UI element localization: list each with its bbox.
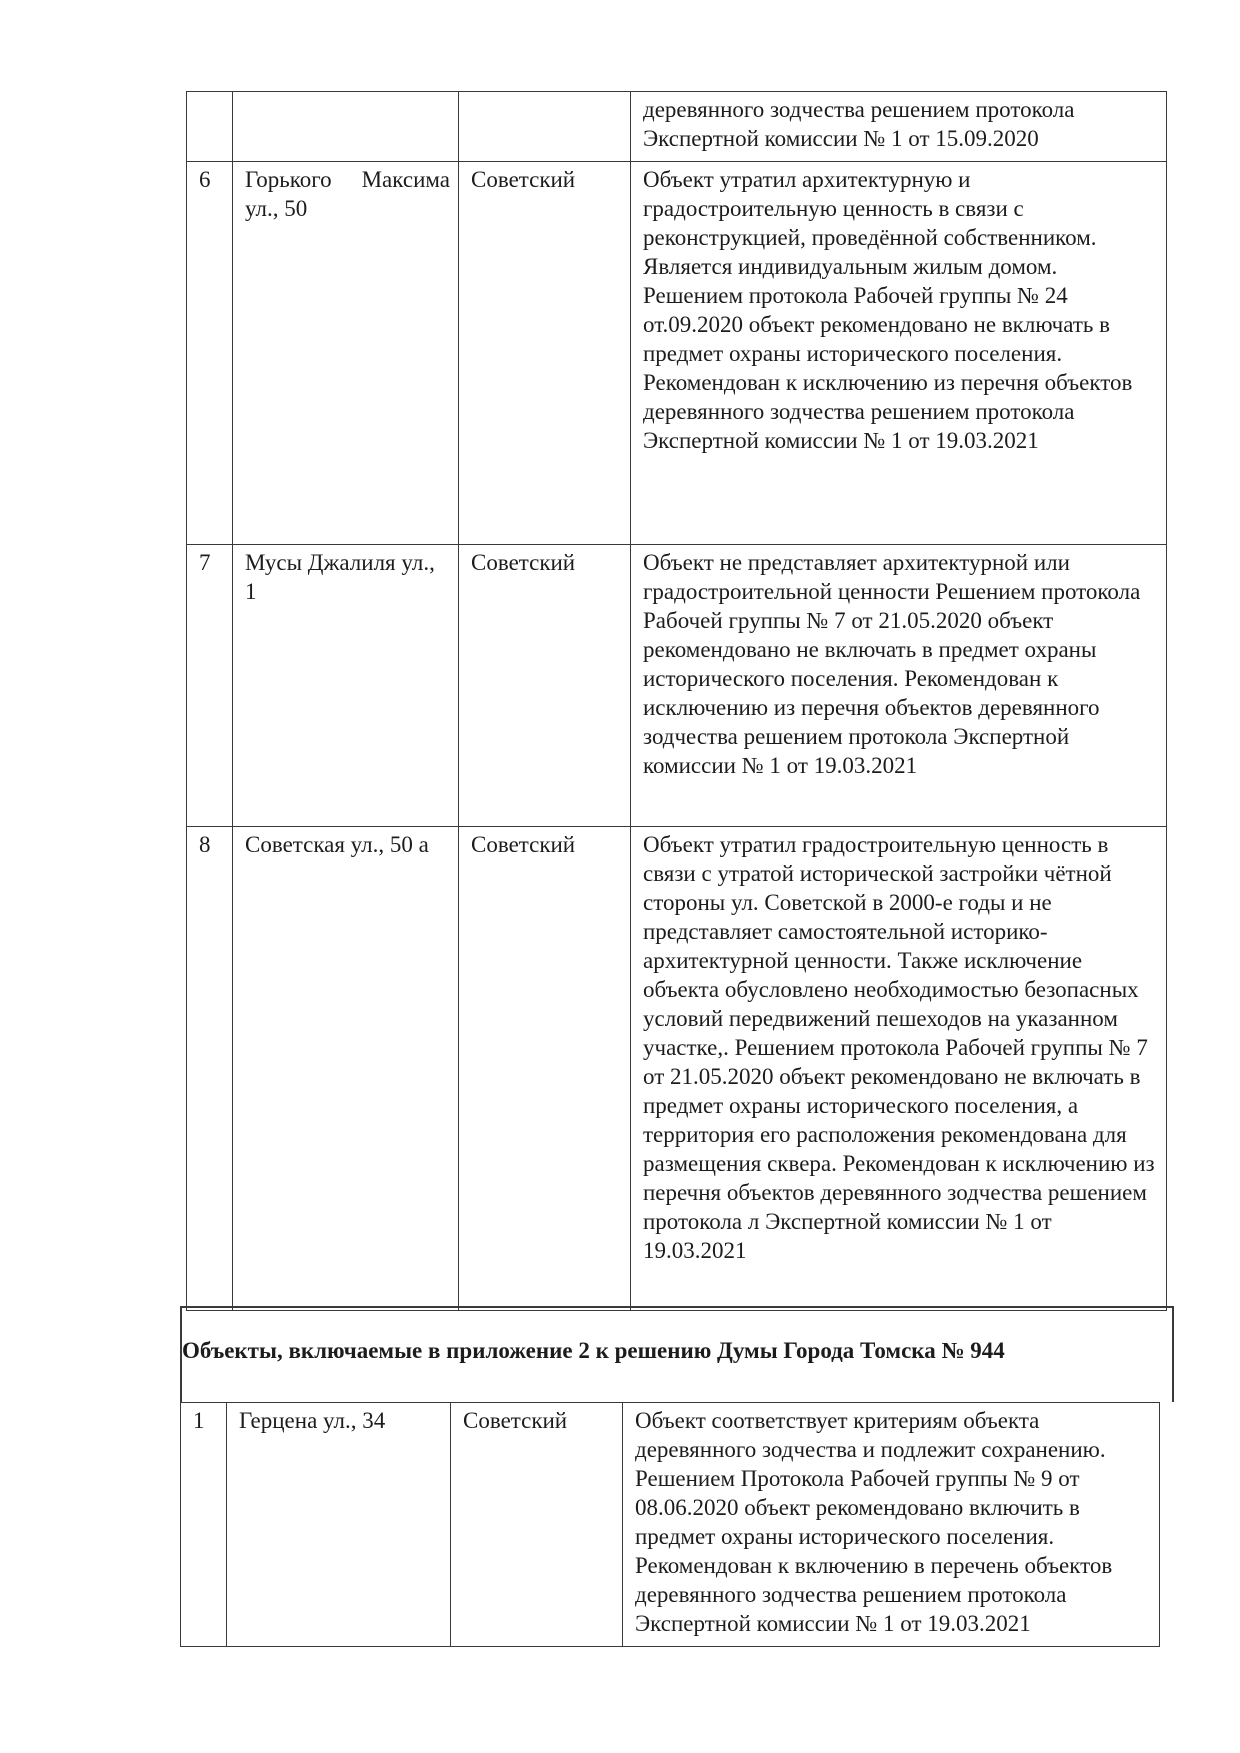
table-row: [181, 1403, 1160, 1647]
table-row: [187, 827, 1167, 1311]
district-cell: Советский: [451, 1403, 623, 1647]
address-line: Горького Максима: [245, 167, 450, 192]
address-cell: [233, 92, 459, 162]
description-cell: Объект не представляет архитектурной или градостроительной ценности Решением протокола Рабочей группы № 7 от 21.05.2020 объект рекомендовано не включать в предмет охраны исторического поселения. Рекомендован к исключению из перечня объектов деревянного зодчества решением протокола Экспертной комиссии № 1 от 19.03.2021: [631, 545, 1167, 827]
district-cell: Советский: [459, 162, 631, 545]
table-row: [187, 92, 1167, 162]
row-number: 8: [187, 827, 233, 1311]
description-cell: деревянного зодчества решением протокола Экспертной комиссии № 1 от 15.09.2020: [631, 92, 1167, 162]
address-cell: Герцена ул., 34: [227, 1403, 451, 1647]
description-cell: Объект утратил градостроительную ценность в связи с утратой исторической застройки чётной стороны ул. Советской в 2000-е годы и не представляет самостоятельной историко-архитектурной ценности. Также исключение объекта обусловлено необходимостью безопасных условий передвижений пешеходов на указанном участке,. Решением протокола Рабочей группы № 7 от 21.05.2020 объект рекомендовано не включать в предмет охраны исторического поселения, а территория его расположения рекомендована для размещения сквера. Рекомендован к исключению из перечня объектов деревянного зодчества решением протокола л Экспертной комиссии № 1 от 19.03.2021: [631, 827, 1167, 1311]
district-cell: [459, 92, 631, 162]
section-heading: Объекты, включаемые в приложение 2 к решению Думы Города Томска № 944: [182, 1338, 1005, 1363]
section-row-right-border: [1172, 1306, 1174, 1402]
table-row: [187, 162, 1167, 545]
address-cell: Мусы Джалиля ул., 1: [233, 545, 459, 827]
row-number: 1: [181, 1403, 227, 1647]
section-row-top-border: [180, 1306, 1173, 1308]
table-row: [187, 545, 1167, 827]
row-number: [187, 92, 233, 162]
row-number: 7: [187, 545, 233, 827]
objects-excluded-table: [186, 91, 1167, 1311]
row-number: 6: [187, 162, 233, 545]
description-cell: Объект утратил архитектурную и градостроительную ценность в связи с реконструкцией, проведённой собственником. Является индивидуальным жилым домом. Решением протокола Рабочей группы № 24 от.09.2020 объект рекомендовано не включать в предмет охраны исторического поселения. Рекомендован к исключению из перечня объектов деревянного зодчества решением протокола Экспертной комиссии № 1 от 19.03.2021: [631, 162, 1167, 545]
address-cell: Горького Максима ул., 50: [233, 162, 459, 545]
description-cell: Объект соответствует критериям объекта деревянного зодчества и подлежит сохранению. Решением Протокола Рабочей группы № 9 от 08.06.2020 объект рекомендовано включить в предмет охраны исторического поселения. Рекомендован к включению в перечень объектов деревянного зодчества решением протокола Экспертной комиссии № 1 от 19.03.2021: [623, 1403, 1160, 1647]
district-cell: Советский: [459, 827, 631, 1311]
objects-included-table: [180, 1402, 1160, 1647]
district-cell: Советский: [459, 545, 631, 827]
address-cell: Советская ул., 50 а: [233, 827, 459, 1311]
